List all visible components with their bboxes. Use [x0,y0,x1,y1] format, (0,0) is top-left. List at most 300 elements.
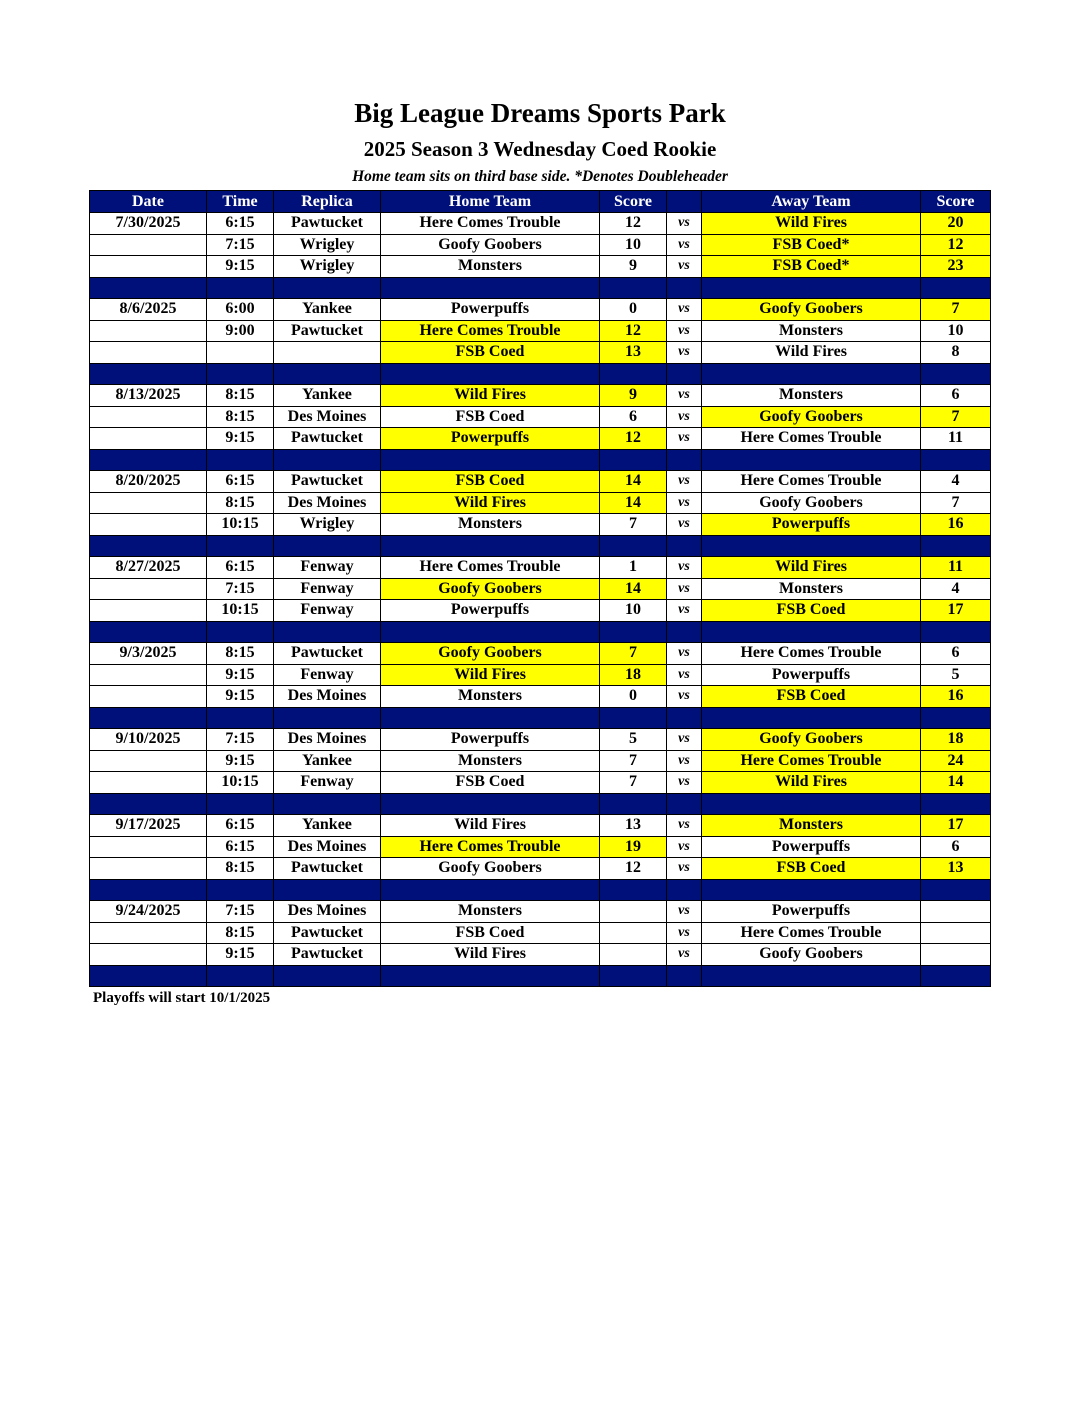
away-team: Goofy Goobers [702,406,921,428]
separator-cell [207,449,274,471]
week-separator-row [90,707,991,729]
vs-label: vs [667,320,702,342]
separator-cell [90,879,207,901]
game-replica: Yankee [274,299,381,321]
game-time: 8:15 [207,643,274,665]
separator-cell [921,707,991,729]
away-score: 23 [921,256,991,278]
week-separator-row [90,793,991,815]
home-team: Here Comes Trouble [381,320,600,342]
header-row [90,191,991,213]
page-title: Big League Dreams Sports Park [354,98,726,128]
game-time: 9:00 [207,320,274,342]
game-replica: Des Moines [274,901,381,923]
game-time: 8:15 [207,922,274,944]
game-time: 9:15 [207,944,274,966]
week-separator-row [90,277,991,299]
away-team: Goofy Goobers [702,492,921,514]
home-score: 9 [600,256,667,278]
separator-cell [600,879,667,901]
vs-label: vs [667,385,702,407]
separator-cell [274,363,381,385]
separator-cell [702,535,921,557]
game-time: 7:15 [207,729,274,751]
game-date [90,578,207,600]
away-team: Wild Fires [702,213,921,235]
schedule-table [89,190,991,987]
home-team: Monsters [381,750,600,772]
col-header-replica: Replica [274,191,381,213]
away-team: Powerpuffs [702,514,921,536]
game-replica: Wrigley [274,256,381,278]
game-date [90,664,207,686]
away-team: Monsters [702,815,921,837]
vs-label: vs [667,643,702,665]
game-replica: Des Moines [274,686,381,708]
col-header-home-team: Home Team [381,191,600,213]
game-time: 8:15 [207,492,274,514]
game-replica: Des Moines [274,492,381,514]
table-row [90,471,991,493]
page-subtitle: 2025 Season 3 Wednesday Coed Rookie [363,137,717,161]
home-score: 14 [600,578,667,600]
separator-cell [381,707,600,729]
vs-label: vs [667,492,702,514]
game-time: 8:15 [207,385,274,407]
away-team: Powerpuffs [702,664,921,686]
separator-cell [600,707,667,729]
table-row [90,514,991,536]
game-date [90,922,207,944]
game-time: 9:15 [207,686,274,708]
away-team: Powerpuffs [702,836,921,858]
game-time: 6:15 [207,213,274,235]
col-header-vs [667,191,702,213]
game-time: 10:15 [207,772,274,794]
home-score: 19 [600,836,667,858]
separator-cell [600,965,667,987]
away-score: 6 [921,643,991,665]
game-replica: Fenway [274,557,381,579]
vs-label: vs [667,815,702,837]
game-date: 8/13/2025 [90,385,207,407]
home-team: Powerpuffs [381,428,600,450]
home-team: Here Comes Trouble [381,557,600,579]
game-replica: Pawtucket [274,471,381,493]
home-score: 14 [600,492,667,514]
home-score [600,944,667,966]
game-replica: Des Moines [274,836,381,858]
vs-label: vs [667,836,702,858]
game-replica: Des Moines [274,406,381,428]
schedule-body [90,213,991,987]
home-score: 7 [600,750,667,772]
separator-cell [921,965,991,987]
week-separator-row [90,965,991,987]
separator-cell [381,793,600,815]
away-team: Goofy Goobers [702,729,921,751]
home-score: 6 [600,406,667,428]
separator-cell [381,449,600,471]
home-team: Goofy Goobers [381,858,600,880]
home-team: Goofy Goobers [381,234,600,256]
game-replica: Wrigley [274,514,381,536]
separator-cell [600,535,667,557]
away-score: 10 [921,320,991,342]
separator-cell [667,277,702,299]
vs-label: vs [667,428,702,450]
game-time: 6:15 [207,471,274,493]
table-row [90,406,991,428]
vs-label: vs [667,901,702,923]
separator-cell [702,879,921,901]
home-score: 12 [600,213,667,235]
separator-cell [667,793,702,815]
away-team: Here Comes Trouble [702,922,921,944]
separator-cell [667,535,702,557]
vs-label: vs [667,213,702,235]
separator-cell [921,793,991,815]
game-replica: Yankee [274,750,381,772]
away-score: 5 [921,664,991,686]
game-date [90,858,207,880]
game-date [90,492,207,514]
separator-cell [381,879,600,901]
table-row [90,836,991,858]
game-date [90,944,207,966]
schedule-note: Home team sits on third base side. *Denotes Doubleheader [352,168,728,185]
separator-cell [90,363,207,385]
game-time: 9:15 [207,256,274,278]
separator-cell [600,277,667,299]
home-team: Wild Fires [381,385,600,407]
table-row [90,320,991,342]
away-team: Wild Fires [702,772,921,794]
separator-cell [90,793,207,815]
away-score: 12 [921,234,991,256]
separator-cell [381,965,600,987]
separator-cell [600,363,667,385]
separator-cell [921,449,991,471]
separator-cell [381,621,600,643]
home-score: 10 [600,234,667,256]
game-time: 6:00 [207,299,274,321]
vs-label: vs [667,342,702,364]
table-row [90,901,991,923]
separator-cell [600,449,667,471]
separator-cell [90,535,207,557]
separator-cell [921,363,991,385]
game-replica: Fenway [274,664,381,686]
vs-label: vs [667,256,702,278]
table-row [90,578,991,600]
table-row [90,234,991,256]
table-row [90,664,991,686]
week-separator-row [90,535,991,557]
away-team: Powerpuffs [702,901,921,923]
home-team: Powerpuffs [381,729,600,751]
separator-cell [207,277,274,299]
separator-cell [921,879,991,901]
table-row [90,750,991,772]
away-score: 6 [921,385,991,407]
separator-cell [90,965,207,987]
game-replica [274,342,381,364]
vs-label: vs [667,514,702,536]
game-time: 7:15 [207,901,274,923]
separator-cell [702,965,921,987]
game-time: 9:15 [207,664,274,686]
vs-label: vs [667,686,702,708]
home-team: FSB Coed [381,471,600,493]
vs-label: vs [667,729,702,751]
game-date [90,836,207,858]
home-team: FSB Coed [381,406,600,428]
away-team: Goofy Goobers [702,299,921,321]
home-team: Monsters [381,514,600,536]
away-team: FSB Coed* [702,234,921,256]
game-replica: Pawtucket [274,922,381,944]
home-team: Wild Fires [381,664,600,686]
week-separator-row [90,879,991,901]
game-date [90,750,207,772]
separator-cell [207,363,274,385]
table-row [90,729,991,751]
table-row [90,342,991,364]
game-replica: Pawtucket [274,643,381,665]
home-score [600,901,667,923]
game-date [90,234,207,256]
home-team: FSB Coed [381,342,600,364]
game-date [90,600,207,622]
col-header-away-team: Away Team [702,191,921,213]
home-score: 7 [600,514,667,536]
separator-cell [702,707,921,729]
table-row [90,492,991,514]
away-score: 16 [921,686,991,708]
separator-cell [381,277,600,299]
home-team: Wild Fires [381,815,600,837]
away-score: 8 [921,342,991,364]
away-score: 4 [921,578,991,600]
table-row [90,772,991,794]
vs-label: vs [667,406,702,428]
vs-label: vs [667,772,702,794]
game-date: 8/6/2025 [90,299,207,321]
home-score [600,922,667,944]
away-score: 24 [921,750,991,772]
home-team: Powerpuffs [381,299,600,321]
table-row [90,944,991,966]
home-score: 13 [600,815,667,837]
separator-cell [207,535,274,557]
away-team: Monsters [702,578,921,600]
home-team: Goofy Goobers [381,643,600,665]
vs-label: vs [667,922,702,944]
separator-cell [274,449,381,471]
game-time: 6:15 [207,836,274,858]
table-row [90,686,991,708]
vs-label: vs [667,557,702,579]
away-score: 7 [921,406,991,428]
home-score: 13 [600,342,667,364]
week-separator-row [90,363,991,385]
game-replica: Pawtucket [274,858,381,880]
home-score: 5 [600,729,667,751]
away-score: 17 [921,815,991,837]
vs-label: vs [667,299,702,321]
game-date: 8/20/2025 [90,471,207,493]
table-row [90,600,991,622]
week-separator-row [90,449,991,471]
table-row [90,213,991,235]
vs-label: vs [667,664,702,686]
table-row [90,643,991,665]
home-team: Wild Fires [381,492,600,514]
separator-cell [702,277,921,299]
home-score: 14 [600,471,667,493]
separator-cell [381,535,600,557]
game-replica: Pawtucket [274,320,381,342]
separator-cell [207,707,274,729]
away-score: 11 [921,428,991,450]
away-score: 11 [921,557,991,579]
game-date: 9/24/2025 [90,901,207,923]
separator-cell [274,879,381,901]
home-score: 10 [600,600,667,622]
separator-cell [381,363,600,385]
vs-label: vs [667,471,702,493]
separator-cell [207,965,274,987]
away-team: Here Comes Trouble [702,750,921,772]
game-date [90,256,207,278]
table-row [90,385,991,407]
away-score: 13 [921,858,991,880]
away-score: 20 [921,213,991,235]
away-team: FSB Coed* [702,256,921,278]
away-team: Here Comes Trouble [702,428,921,450]
game-replica: Fenway [274,578,381,600]
vs-label: vs [667,234,702,256]
away-team: FSB Coed [702,686,921,708]
separator-cell [274,621,381,643]
game-time: 10:15 [207,514,274,536]
home-score: 12 [600,858,667,880]
away-score: 7 [921,299,991,321]
table-row [90,428,991,450]
separator-cell [921,277,991,299]
separator-cell [667,621,702,643]
separator-cell [90,277,207,299]
home-score: 0 [600,299,667,321]
game-time [207,342,274,364]
separator-cell [90,707,207,729]
table-row [90,299,991,321]
separator-cell [667,879,702,901]
table-row [90,858,991,880]
separator-cell [90,621,207,643]
vs-label: vs [667,600,702,622]
home-team: Here Comes Trouble [381,213,600,235]
separator-cell [600,793,667,815]
game-date: 9/17/2025 [90,815,207,837]
home-team: Goofy Goobers [381,578,600,600]
game-date [90,406,207,428]
vs-label: vs [667,578,702,600]
away-score: 7 [921,492,991,514]
separator-cell [667,707,702,729]
home-score: 12 [600,320,667,342]
separator-cell [667,449,702,471]
separator-cell [274,535,381,557]
separator-cell [274,707,381,729]
game-time: 7:15 [207,234,274,256]
away-team: Goofy Goobers [702,944,921,966]
separator-cell [90,449,207,471]
game-date [90,428,207,450]
away-team: Monsters [702,320,921,342]
game-time: 9:15 [207,750,274,772]
game-date: 7/30/2025 [90,213,207,235]
game-time: 8:15 [207,858,274,880]
col-header-away-score: Score [921,191,991,213]
away-score [921,922,991,944]
home-team: Powerpuffs [381,600,600,622]
table-row [90,815,991,837]
home-team: Monsters [381,256,600,278]
separator-cell [667,965,702,987]
separator-cell [274,277,381,299]
game-date: 9/10/2025 [90,729,207,751]
away-team: Here Comes Trouble [702,643,921,665]
game-time: 10:15 [207,600,274,622]
home-score: 7 [600,643,667,665]
week-separator-row [90,621,991,643]
game-date [90,320,207,342]
separator-cell [921,535,991,557]
game-replica: Fenway [274,772,381,794]
game-date [90,686,207,708]
game-time: 6:15 [207,557,274,579]
away-team: FSB Coed [702,858,921,880]
separator-cell [702,449,921,471]
separator-cell [667,363,702,385]
home-score: 12 [600,428,667,450]
game-replica: Pawtucket [274,213,381,235]
separator-cell [274,793,381,815]
game-replica: Yankee [274,385,381,407]
separator-cell [600,621,667,643]
home-score: 7 [600,772,667,794]
table-row [90,922,991,944]
game-date [90,342,207,364]
home-team: Monsters [381,901,600,923]
table-row [90,256,991,278]
game-replica: Yankee [274,815,381,837]
game-date [90,772,207,794]
home-score: 1 [600,557,667,579]
vs-label: vs [667,944,702,966]
game-time: 9:15 [207,428,274,450]
game-replica: Fenway [274,600,381,622]
game-date [90,514,207,536]
separator-cell [207,621,274,643]
away-score: 6 [921,836,991,858]
separator-cell [702,621,921,643]
col-header-home-score: Score [600,191,667,213]
away-team: Monsters [702,385,921,407]
away-team: FSB Coed [702,600,921,622]
